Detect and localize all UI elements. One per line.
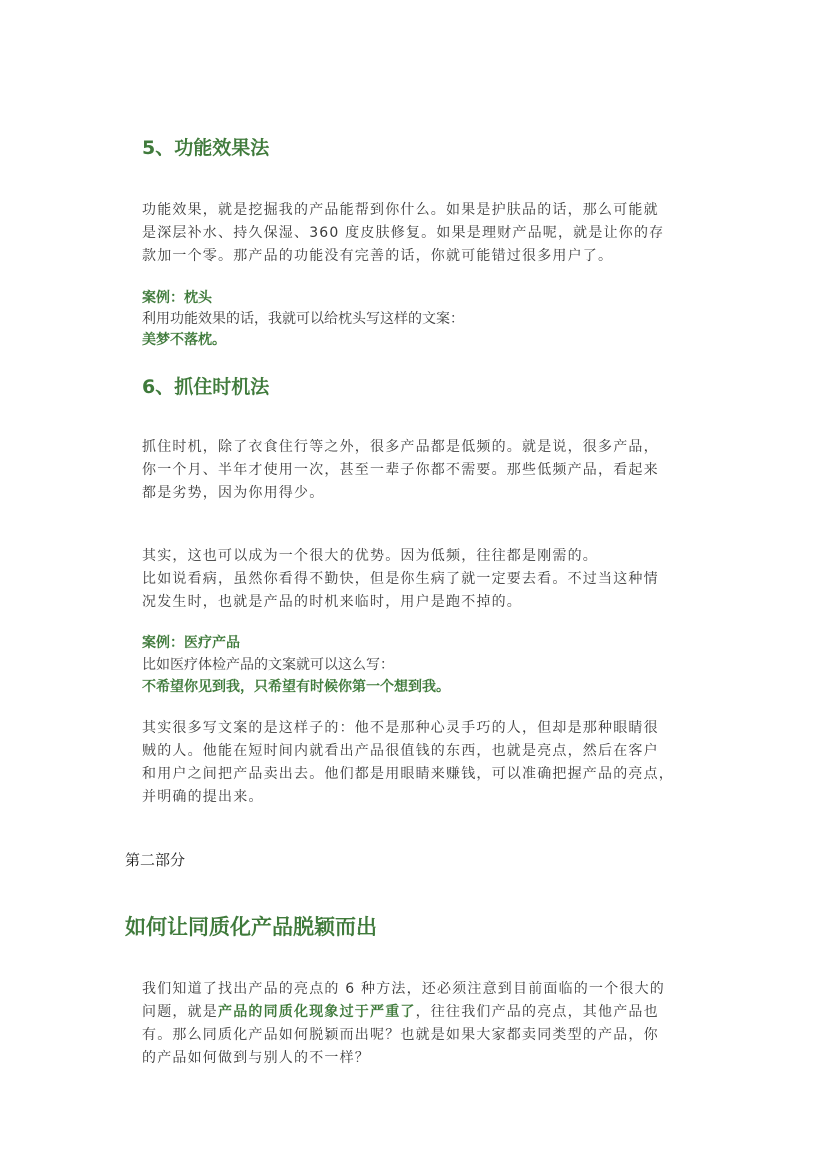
part-label: 第二部分: [125, 851, 186, 869]
case-intro-pillow: 利用功能效果的话，我就可以给枕头写这样的文案：: [142, 311, 464, 327]
case-intro-medical: 比如医疗体检产品的文案就可以这么写：: [142, 657, 394, 673]
paragraph-line: 你一个月、半年才使用一次，甚至一辈子你都不需要。那些低频产品，看起来: [142, 462, 659, 478]
paragraph-line: 款加一个零。那产品的功能没有完善的话，你就可能错过很多用户了。: [142, 248, 614, 264]
case-copy-medical: 不希望你见到我，只希望有时候你第一个想到我。: [142, 679, 450, 695]
section-6-paragraph-2: [142, 545, 659, 614]
paragraph-line: 的产品如何做到与别人的不一样？: [142, 1050, 370, 1066]
paragraph-line: 其实，这也可以成为一个很大的优势。因为低频，往往都是刚需的。: [142, 548, 598, 564]
paragraph-line: 况发生时，也就是产品的时机来临时，用户是跑不掉的。: [142, 594, 522, 610]
case-label-pillow: 案例：枕头: [142, 290, 212, 306]
paragraph-line: 都是劣势，因为你用得少。: [142, 485, 325, 501]
section-5-paragraph: [142, 199, 664, 268]
text-run: 问题，就是: [142, 1004, 218, 1020]
case-copy-pillow: 美梦不落枕。: [142, 332, 226, 348]
paragraph-line: 有。那么同质化产品如何脱颖而出呢？也就是如果大家都卖同类型的产品，你: [142, 1027, 659, 1043]
paragraph-line: 我们知道了找出产品的亮点的 6 种方法，还必须注意到目前面临的一个很大的: [142, 981, 666, 997]
section-6-paragraph-3: [142, 717, 674, 809]
paragraph-line: 功能效果，就是挖掘我的产品能帮到你什么。如果是护肤品的话，那么可能就: [142, 202, 659, 218]
paragraph-line: 和用户之间把产品卖出去。他们都是用眼睛来赚钱，可以准确把握产品的亮点，: [142, 766, 674, 782]
part-2-title: 如何让同质化产品脱颖而出: [125, 915, 377, 939]
paragraph-line: [142, 1001, 665, 1024]
part-2-paragraph: [142, 978, 665, 1070]
paragraph-line: 是深层补水、持久保湿、360 度皮肤修复。如果是理财产品呢，就是让你的存: [142, 225, 665, 241]
section-6-paragraph-1: [142, 436, 659, 505]
section-5-title: 5、功能效果法: [142, 137, 270, 159]
paragraph-line: 并明确的提出来。: [142, 789, 264, 805]
paragraph-line: 其实很多写文案的是这样子的：他不是那种心灵手巧的人，但却是那种眼睛很: [142, 720, 659, 736]
text-run: ，往往我们产品的亮点，其他产品也: [415, 1004, 659, 1020]
paragraph-line: 比如说看病，虽然你看得不勤快，但是你生病了就一定要去看。不过当这种情: [142, 571, 659, 587]
section-6-title: 6、抓住时机法: [142, 376, 270, 398]
case-label-medical: 案例：医疗产品: [142, 635, 240, 651]
paragraph-line: 抓住时机，除了衣食住行等之外，很多产品都是低频的。就是说，很多产品，: [142, 439, 659, 455]
emphasis-text: 产品的同质化现象过于严重了: [218, 1004, 416, 1020]
paragraph-line: 贼的人。他能在短时间内就看出产品很值钱的东西，也就是亮点，然后在客户: [142, 743, 659, 759]
